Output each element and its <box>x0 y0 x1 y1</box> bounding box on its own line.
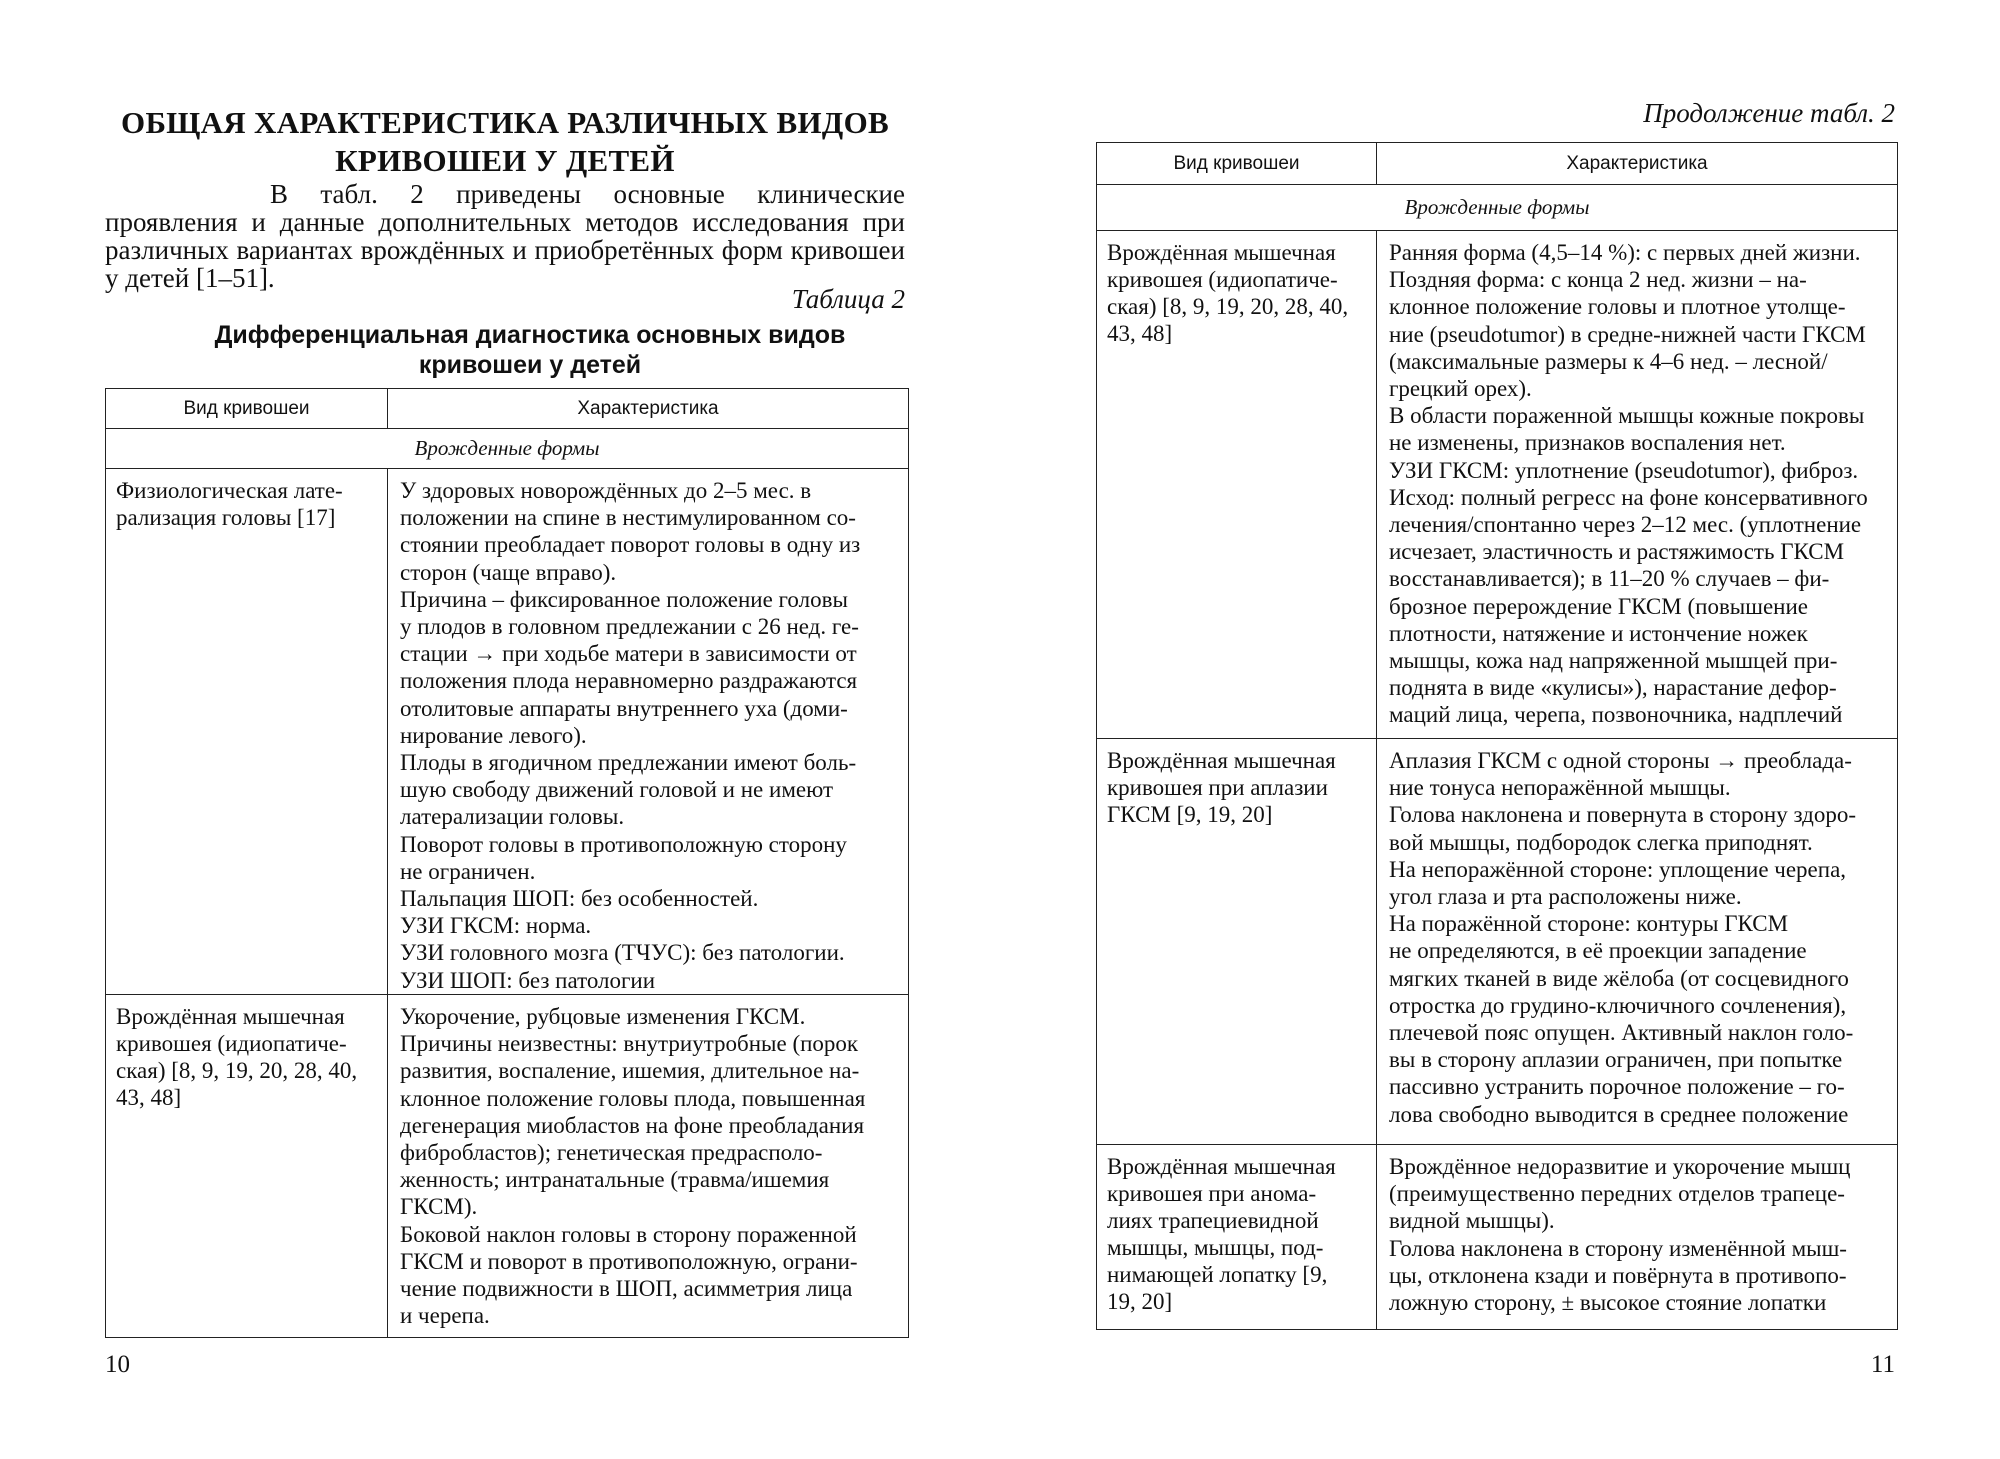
row-characteristic <box>1377 231 1898 739</box>
text-line: ГКСМ). <box>400 1194 478 1220</box>
text-line: Плоды в ягодичном предлежании имеют боль- <box>400 750 857 776</box>
row-kind <box>106 995 388 1338</box>
text-line: Голова наклонена и повернута в сторону здоро- <box>1389 802 1856 828</box>
section-congenital: Врожденные формы <box>106 429 909 469</box>
text-line: восстанавливается); в 11–20 % случаев – фи- <box>1389 566 1830 592</box>
text-line: рализация головы [17] <box>116 505 336 530</box>
text-line: На поражённой стороне: контуры ГКСМ <box>1389 911 1789 937</box>
text-line: не ограничен. <box>400 858 536 884</box>
text-line: Пальпация ШОП: без особенностей. <box>400 886 759 912</box>
text-line: мышцы, кожа над напряженной мышцей при- <box>1389 648 1838 674</box>
table-row <box>1097 1145 1898 1330</box>
text-line: маций лица, черепа, позвоночника, надплечий <box>1389 702 1843 728</box>
text-line: кривошея при аплазии <box>1107 775 1328 800</box>
text-line: 19, 20] <box>1107 1289 1173 1314</box>
row-characteristic <box>388 995 909 1338</box>
text-line: стации → при ходьбе матери в зависимости от <box>400 641 857 667</box>
text-line: и черепа. <box>400 1303 490 1329</box>
text-line: Укорочение, рубцовые изменения ГКСМ. <box>400 1004 806 1029</box>
right-page <box>1000 0 2000 1459</box>
text-line: 43, 48] <box>1107 321 1173 346</box>
text-line: Причина – фиксированное положение головы <box>400 586 848 612</box>
table-row <box>106 995 909 1338</box>
text-line: На непоражённой стороне: уплощение черепа, <box>1389 856 1847 882</box>
text-line: УЗИ ГКСМ: уплотнение (pseudotumor), фиброз. <box>1389 457 1859 483</box>
text-line: Боковой наклон головы в сторону пораженной <box>400 1221 857 1247</box>
text-line: вы в сторону аплазии ограничен, при попытке <box>1389 1047 1843 1073</box>
text-line: брозное перерождение ГКСМ (повышение <box>1389 593 1808 619</box>
text-line: лиях трапециевидной <box>1107 1208 1319 1233</box>
row-kind <box>1097 1145 1377 1330</box>
text-line: положении на спине в нестимулированном со- <box>400 505 856 531</box>
text-line: клонное положение головы и плотное утолще- <box>1389 294 1846 320</box>
text-line: Аплазия ГКСМ с одной стороны → преоблада- <box>1389 748 1852 773</box>
section-congenital: Врожденные формы <box>1097 185 1898 231</box>
text-line: пассивно устранить порочное положение – го- <box>1389 1074 1845 1100</box>
text-line: отростка до грудино-ключичного сочленения), <box>1389 992 1847 1018</box>
text-line: плечевой пояс опущен. Активный наклон голо- <box>1389 1020 1854 1046</box>
text-line: Врождённая мышечная <box>1107 1154 1336 1179</box>
table-number: Таблица 2 <box>791 284 905 314</box>
table-title-line-2: кривошеи у детей <box>418 351 642 379</box>
text-line: Голова наклонена в сторону изменённой мыш- <box>1389 1235 1847 1261</box>
text-line: Врождённая мышечная <box>1107 240 1336 265</box>
text-line: стоянии преобладает поворот головы в одну из <box>400 532 861 558</box>
text-line: УЗИ ГКСМ: норма. <box>400 913 592 939</box>
text-line: не изменены, признаков воспаления нет. <box>1389 430 1786 456</box>
text-line: нирование левого). <box>400 722 587 748</box>
table-title-line-1: Дифференциальная диагностика основных видов <box>214 321 846 349</box>
text-line: Причины неизвестны: внутриутробные (порок <box>400 1031 859 1057</box>
diagnosis-table-right <box>1096 142 1898 1330</box>
table-title <box>200 320 860 380</box>
text-line: Физиологическая лате- <box>116 478 343 503</box>
text-line: лечения/спонтанно через 2–12 мес. (уплотнение <box>1389 512 1862 538</box>
text-line: мышцы, мышцы, под- <box>1107 1235 1324 1260</box>
text-line: ГКСМ и поворот в противоположную, ограни- <box>400 1248 858 1274</box>
header-characteristic: Характеристика <box>388 389 909 429</box>
header-kind: Вид кривошеи <box>106 389 388 429</box>
page-number: 11 <box>1870 1351 1895 1378</box>
text-line: положения плода неравномерно раздражаются <box>400 668 858 694</box>
text-line: вой мышцы, подбородок слегка приподнят. <box>1389 829 1813 855</box>
text-line: видной мышцы). <box>1389 1208 1555 1234</box>
table-row <box>106 469 909 995</box>
text-line: УЗИ головного мозга (ТЧУС): без патологии. <box>400 940 845 966</box>
text-line: женность; интранатальные (травма/ишемия <box>400 1167 830 1193</box>
text-line: не определяются, в её проекции западение <box>1389 938 1807 964</box>
text-line: Врождённая мышечная <box>116 1004 345 1029</box>
text-line: исчезает, эластичность и растяжимость ГКСМ <box>1389 539 1845 565</box>
row-kind <box>1097 739 1377 1145</box>
row-characteristic <box>1377 739 1898 1145</box>
header-kind: Вид кривошеи <box>1097 143 1377 185</box>
text-line: плотности, натяжение и истончение ножек <box>1389 620 1808 646</box>
heading-line-1: ОБЩАЯ ХАРАКТЕРИСТИКА РАЗЛИЧНЫХ ВИДОВ <box>121 105 889 140</box>
text-line: латерализации головы. <box>400 804 625 830</box>
diagnosis-table-left <box>105 388 909 1338</box>
text-line: Врождённая мышечная <box>1107 748 1336 773</box>
text-line: клонное положение головы плода, повышенная <box>400 1085 866 1111</box>
text-line: цы, отклонена кзади и повёрнута в противопо- <box>1389 1262 1847 1288</box>
text-line: ГКСМ [9, 19, 20] <box>1107 802 1273 827</box>
text-line: ская) [8, 9, 19, 20, 28, 40, <box>1107 294 1349 319</box>
text-line: поднята в виде «кулисы»), нарастание дефор- <box>1389 675 1837 701</box>
table-row <box>1097 231 1898 739</box>
header-characteristic: Характеристика <box>1377 143 1898 185</box>
text-line: угол глаза и рта расположены ниже. <box>1389 884 1742 910</box>
text-line: дегенерация миобластов на фоне преобладания <box>400 1112 865 1138</box>
text-line: отолитовые аппараты внутреннего уха (доми- <box>400 695 848 721</box>
text-line: (максимальные размеры к 4–6 нед. – лесной/ <box>1389 348 1828 374</box>
text-line: сторон (чаще вправо). <box>400 559 617 585</box>
text-line: шую свободу движений головой и не имеют <box>400 777 834 803</box>
text-line: фибробластов); генетическая предрасполо- <box>400 1140 823 1166</box>
text-line: развития, воспаление, ишемия, длительное на- <box>400 1058 860 1084</box>
text-line: Исход: полный регресс на фоне консервативного <box>1389 484 1868 510</box>
text-line: 43, 48] <box>116 1085 182 1110</box>
row-characteristic <box>1377 1145 1898 1330</box>
text-line: кривошея (идиопатиче- <box>1107 267 1338 292</box>
section-heading <box>105 104 905 180</box>
text-line: грецкий орех). <box>1389 376 1532 402</box>
text-line: У здоровых новорождённых до 2–5 мес. в <box>400 478 812 503</box>
text-line: кривошея при анома- <box>1107 1181 1317 1206</box>
text-line: кривошея (идиопатиче- <box>116 1031 347 1056</box>
text-line: ние тонуса непоражённой мышцы. <box>1389 775 1731 801</box>
text-line: Поворот головы в противоположную сторону <box>400 831 847 857</box>
row-kind <box>1097 231 1377 739</box>
table-continuation-label: Продолжение табл. 2 <box>1643 98 1895 128</box>
text-line: ская) [8, 9, 19, 20, 28, 40, <box>116 1058 358 1083</box>
text-line: Ранняя форма (4,5–14 %): с первых дней жизни. <box>1389 240 1861 265</box>
text-line: чение подвижности в ШОП, асимметрия лица <box>400 1276 853 1302</box>
text-line: (преимущественно передних отделов трапеце- <box>1389 1181 1845 1207</box>
text-line: Поздняя форма: с конца 2 нед. жизни – на- <box>1389 267 1807 293</box>
text-line: УЗИ ШОП: без патологии <box>400 967 656 993</box>
text-line: лова свободно выводится в среднее положение <box>1389 1101 1849 1127</box>
row-kind <box>106 469 388 995</box>
text-line: у плодов в головном предлежании с 26 нед. ге- <box>400 614 859 640</box>
text-line: ложную сторону, ± высокое стояние лопатки <box>1389 1290 1827 1316</box>
text-line: ние (pseudotumor) в средне-нижней части ГКСМ <box>1389 321 1866 347</box>
text-line: мягких тканей в виде жёлоба (от сосцевидного <box>1389 965 1849 991</box>
page-number: 10 <box>105 1351 130 1378</box>
row-characteristic <box>388 469 909 995</box>
table-row <box>1097 739 1898 1145</box>
heading-line-2: КРИВОШЕИ У ДЕТЕЙ <box>335 143 675 178</box>
text-line: Врождённое недоразвитие и укорочение мышц <box>1389 1154 1851 1179</box>
text-line: нимающей лопатку [9, <box>1107 1262 1328 1287</box>
text-line: В области пораженной мышцы кожные покровы <box>1389 403 1865 429</box>
intro-paragraph: В табл. 2 приведены основные клинические проявления и данные дополнительных методов исследования при различных вариантах врождённых и приобретённых форм кривошеи у детей [1–51]. <box>105 179 905 293</box>
